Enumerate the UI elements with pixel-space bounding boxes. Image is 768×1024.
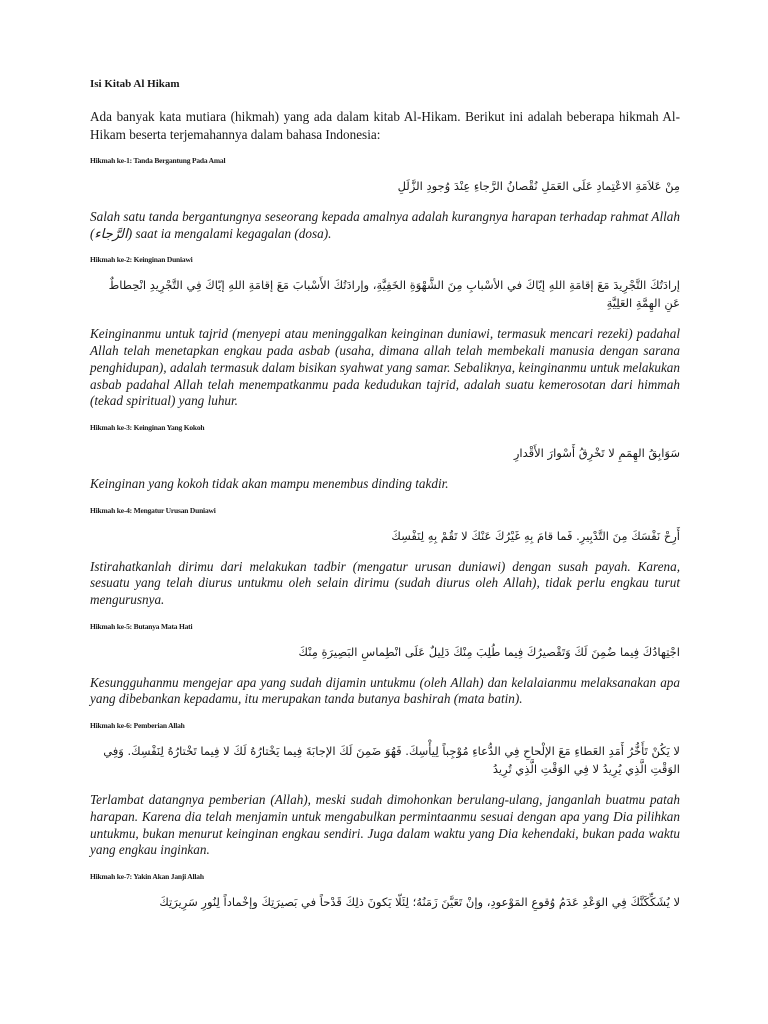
hikmah-5 bbox=[90, 622, 680, 708]
hikmah-2 bbox=[90, 255, 680, 410]
hikmah-3 bbox=[90, 423, 680, 493]
hikmah-6 bbox=[90, 721, 680, 859]
hikmah-heading: Hikmah ke-3: Keinginan Yang Kokoh bbox=[90, 422, 205, 432]
hikmah-heading: Hikmah ke-6: Pemberian Allah bbox=[90, 721, 185, 731]
hikmah-heading: Hikmah ke-1: Tanda Bergantung Pada Amal bbox=[90, 156, 226, 165]
hikmah-arabic-text: إرادَتُكَ التَّجْرِيدَ مَعَ إقامَةِ اللهِ إيّاكَ في الأسْبابِ مِنَ الشَّهْوَةِ الخَفِيَّةِ، وإرادَتُكَ الأَسْبابَ مَعَ إقامَةِ اللهِ إيّاكَ فِي التَّجْرِيدِ انْحِطاطٌ عَنِ الهِمَّةِ العَلِيَّةِ bbox=[108, 278, 680, 311]
hikmah-1 bbox=[90, 156, 680, 242]
hikmah-heading: Hikmah ke-2: Keinginan Duniawi bbox=[90, 255, 193, 265]
hikmah-arabic-text: سَوَابِقُ الهِمَمِ لا تَخْرِقُ أَسْوارَ الأَقْدارِ bbox=[513, 445, 680, 460]
hikmah-translation: Keinginanmu untuk tajrid (menyepi atau meninggalkan keinginan duniawi, termasuk mencari rezeki) padahal Allah telah menetapkan engkau pada asbab (usaha, dimana allah telah membekali manusia dengan sarana penghidupan), adalah termasuk dalam bisikan syahwat yang samar. Sebaliknya, keinginanmu untuk melakukan asbab padahal Allah telah menempatkanmu pada kedudukan tajrid, adalah suatu kemerosotan dari himmah (tekad spiritual) yang luhur. bbox=[90, 326, 680, 409]
hikmah-heading: Hikmah ke-7: Yakin Akan Janji Allah bbox=[90, 871, 204, 881]
hikmah-arabic-text: لا يَكُنْ تَأَخُّرُ أَمَدِ العَطاءِ مَعَ الإلْحاحِ فِي الدُّعاءِ مُوْجِباً لِيأْسِكَ. فَهُوَ ضَمِنَ لَكَ الإجابَةَ فِيما يَخْتارُهُ لَكَ لا فِيما تَخْتارُهُ لِنَفْسِكَ. وَفِي الوَقْتِ الَّذِي يُرِيدُ لا فِي الوَقْتِ الَّذِي تُرِيدُ bbox=[103, 744, 680, 777]
hikmah-heading: Hikmah ke-5: Butanya Mata Hati bbox=[90, 621, 193, 631]
hikmah-7 bbox=[90, 872, 680, 911]
hikmah-arabic-text: لا يُشَكِّكَنَّكَ فِي الوَعْدِ عَدَمُ وُقوعِ المَوْعودِ، وإنْ تَعَيَّنَ زَمَنُهُ؛ لِئَلّا يَكونَ ذلِكَ قَدْحاً في بَصيرَتِكَ وإخْماداً لِنُورِ سَرِيرَتِكَ bbox=[159, 894, 680, 909]
hikmah-arabic-text: أَرِحْ نَفْسَكَ مِنَ التَّدْبِيرِ. فَما قامَ بِهِ غَيْرُكَ عَنْكَ لا تَقُمْ بِهِ لِنَفْسِكَ bbox=[391, 528, 680, 543]
hikmah-translation: Salah satu tanda bergantungnya seseorang kepada amalnya adalah kurangnya harapan terhadap rahmat Allah (الرَّجاء) saat ia mengalami kegagalan (dosa). bbox=[90, 209, 680, 241]
hikmah-arabic-text: اجْتِهادُكَ فِيما ضُمِنَ لَكَ وَتَقْصيرُكَ فِيما طُلِبَ مِنْكَ دَلِيلٌ عَلَى انْطِماسِ البَصِيرَةِ مِنْكَ bbox=[298, 644, 680, 659]
hikmah-heading: Hikmah ke-4: Mengatur Urusan Duniawi bbox=[90, 505, 216, 515]
intro-paragraph: Ada banyak kata mutiara (hikmah) yang ada dalam kitab Al-Hikam. Berikut ini adalah beberapa hikmah Al-Hikam beserta terjemahannya dalam bahasa Indonesia: bbox=[90, 109, 680, 142]
hikmah-translation: Terlambat datangnya pemberian (Allah), meski sudah dimohonkan berulang-ulang, janganlah buatmu patah harapan. Karena dia telah menjamin untuk mengabulkan permintaanmu sesuai dengan apa yang Dia pilihkan untukmu, bukan menurut keinginan engkau sendiri. Juga dalam waktu yang Dia kehendaki, bukan pada waktu yang engkau inginkan. bbox=[90, 792, 680, 858]
hikmah-4 bbox=[90, 506, 680, 609]
hikmah-translation: Istirahatkanlah dirimu dari melakukan tadbir (mengatur urusan duniawi) dengan susah payah. Karena, sesuatu yang telah diurus untukmu oleh selain dirimu (sudah diurus oleh Allah), tidak perlu engkau turut mengurusnya. bbox=[90, 558, 680, 608]
document-title: Isi Kitab Al Hikam bbox=[90, 78, 180, 90]
hikmah-arabic-text: مِنْ عَلاَمَةِ الاعْتِمادِ عَلَى العَمَلِ نُقْصانُ الرَّجاءِ عِنْدَ وُجودِ الزَّلَلِ bbox=[397, 179, 680, 193]
hikmah-translation: Keinginan yang kokoh tidak akan mampu menembus dinding takdir. bbox=[90, 475, 449, 491]
hikmah-translation: Kesungguhanmu mengejar apa yang sudah dijamin untukmu (oleh Allah) dan kelalaianmu melaksanakan apa yang dibebankan kepadamu, itu merupakan tanda butanya bashirah (mata batin). bbox=[90, 674, 680, 707]
